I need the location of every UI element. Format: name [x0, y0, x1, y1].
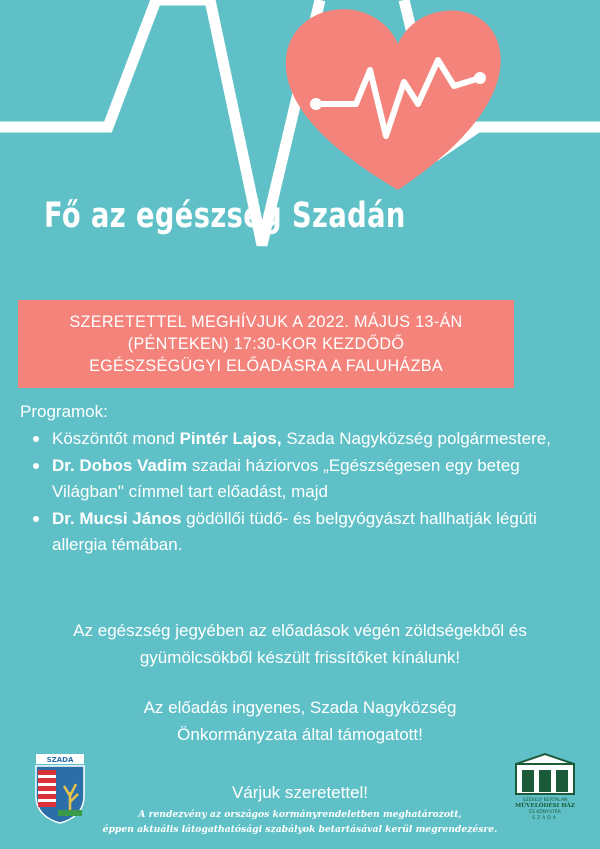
svg-text:ÉS KÖNYVTÁR: ÉS KÖNYVTÁR	[529, 810, 561, 815]
svg-text:SZÉKELY BERTALAN: SZÉKELY BERTALAN	[522, 798, 568, 803]
program-item: Dr. Mucsi János gödöllői tüdő- és belgyógyászt hallhatják légúti allergia témában.	[30, 506, 575, 559]
svg-text:MŰVELŐDÉSI HÁZ: MŰVELŐDÉSI HÁZ	[515, 803, 575, 809]
program-item: Köszöntőt mond Pintér Lajos, Szada Nagyközség polgármestere,	[30, 426, 575, 453]
invitation-banner	[18, 300, 514, 388]
speaker-name: Dr. Mucsi János	[52, 508, 182, 528]
speaker-name: Pintér Lajos,	[179, 429, 282, 448]
refreshments-paragraph: Az egészség jegyében az előadások végén zöldségekből és gyümölcsökből készült frissítőket kínálunk!	[73, 621, 527, 667]
bullet-icon	[33, 436, 39, 442]
closing-text: Várjuk szeretettel!	[231, 783, 369, 802]
bullet-icon	[33, 463, 39, 469]
banner-line: (PÉNTEKEN) 17:30-KOR KEZDŐDŐ	[127, 335, 405, 353]
banner-line: EGÉSZSÉGÜGYI ELŐADÁSRA A FALUHÁZBA	[89, 357, 443, 375]
crest-label: SZADA	[46, 756, 74, 764]
programs-heading: Programok:	[20, 402, 108, 421]
bullet-icon	[33, 516, 39, 522]
banner-line: SZERETETTEL MEGHÍVJUK A 2022. MÁJUS 13-ÁN	[69, 313, 463, 331]
program-item: Dr. Dobos Vadim szadai háziorvos „Egészségesen egy beteg Világban" címmel tart előadást, majd	[30, 453, 575, 506]
free-entry-paragraph: Az előadás ingyenes, Szada Nagyközség Önkormányzata által támogatott!	[143, 698, 457, 744]
regulation-footnote: A rendezvény az országos kormányrendeletben meghatározott, éppen aktuális látogathatósági szabályok betartásával kerül megrendezésre.	[102, 809, 498, 835]
speaker-name: Dr. Dobos Vadim	[52, 455, 188, 475]
poster-title: Fő az egészség Szadán	[44, 196, 406, 236]
culture-house-logo	[512, 752, 578, 820]
program-list	[30, 426, 575, 559]
svg-text:SZADA: SZADA	[532, 816, 558, 820]
